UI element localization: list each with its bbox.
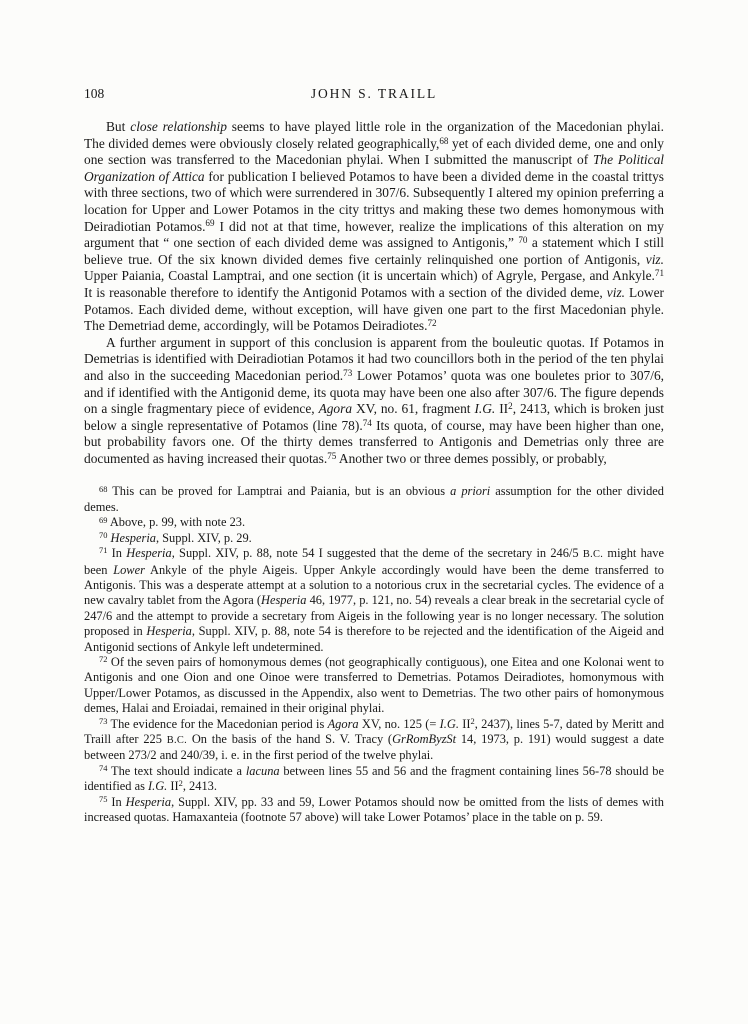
body-paragraph-2: A further argument in support of this conclusion is apparent from the bouleutic quotas. If Potamos in Demetrias is identified with Deiradiotian Potamos it had two councillors both in the period of the ten phylai and also in the succeeding Macedonian period.$^{73}$ Lower Potamos’ quota was one bouletes prior to 307/6, and if identified with the Antigonid deme, its quota may have been one also after 307/6. The figure depends on a single fragmentary piece of evidence, Agora XV, no. 61, fragment I.G. $II^2$, 2413, which is broken just below a single representative of Potamos (line 78).$^{74}$ Its quota, of course, may have been higher than one, but probability favors one. Of the thirty demes transferred to Antigonis and Demetrias only three are documented as having increased their quotas.$^{75}$ Another two or three demes possibly, or probably, [84, 334, 665, 466]
footnote-68: $^{68}$ This can be proved for Lamptrai and Paiania, but is an obvious a priori assumption for the other divided demes. [84, 483, 664, 514]
body-text [84, 119, 664, 467]
page-content [84, 86, 664, 825]
footnote-69: $^{69}$ Above, p. 99, with note 23. [99, 514, 246, 530]
footnote-75: $^{75}$ In Hesperia, Suppl. XIV, pp. 33 and 59, Lower Potamos should now be omitted from the lists of demes with increased quotas. Hamaxanteia (footnote 57 above) will take Lower Potamos’ place in the table on p. 59. [84, 793, 664, 824]
body-paragraph-1: But close relationship seems to have played little role in the organization of the Macedonian phylai. The divided demes were obviously closely related geographically,$^{68}$ yet of each divided deme, one and only one section was transferred to the Macedonian phylai. When I submitted the manuscript of The Political Organization of Attica for publication I believed Potamos to have been a divided deme in the coastal trittys with three sections, two of which were surrendered in 307/6. Subsequently I altered my opinion preferring a location for Upper and Lower Potamos in the city trittys and making these two demes homonymous with Deiradiotian Potamos.$^{69}$ I did not at that time, however, realize the implications of this alteration on my argument that “ one section of each divided deme was assigned to Antigonis,” $^{70}$ a statement which I still believe true. Of the six known divided demes five certainly relinquished one portion of Antigonis, viz. Upper Paiania, Coastal Lamptrai, and one section (it is uncertain which) of Agryle, Pergase, and Ankyle.$^{71}$ It is reasonable therefore to identify the Antigonid Potamos with a section of the divided deme, viz. Lower Potamos. Each divided deme, without exception, will have given one part to the first Macedonian phyle. The Demetriad deme, accordingly, will be Potamos Deiradiotes.$^{72}$ [84, 119, 664, 334]
footnote-70: $^{70}$ Hesperia, Suppl. XIV, p. 29. [99, 529, 252, 545]
footnote-73: $^{73}$ The evidence for the Macedonian period is Agora XV, no. 125 (= I.G. $II^2$, 2437), lines 5-7, dated by Meritt and Traill after 225 B.C. On the basis of the hand S. V. Tracy (GrRomByzSt 14, 1973, p. 191) would suggest a date between 273/2 and 240/39, i. e. in the first period of the twelve phylai. [84, 715, 665, 763]
footnotes-section [84, 484, 664, 825]
footnote-71: $^{71}$ In Hesperia, Suppl. XIV, p. 88, note 54 I suggested that the deme of the secretary in 246/5 B.C. might have been Lower Ankyle of the phyle Aigeis. Upper Ankyle accordingly would have been the deme transferred to Antigonis. This was a desperate attempt at a solution to a notorious crux in the secretarial cycles. The evidence of a new cavalry tablet from the Agora (Hesperia 46, 1977, p. 121, no. 54) reveals a clear break in the secretarial cycle of 247/6 and the attempt to provide a secretary from Aigeis in the following year is no longer necessary. The solution proposed in Hesperia, Suppl. XIV, p. 88, note 54 is therefore to be rejected and the identification of the Aigeid and Antigonid sections of Ankyle left undetermined. [84, 545, 664, 654]
running-header [84, 86, 664, 103]
page-number: 108 [84, 86, 105, 101]
footnote-74: $^{74}$ The text should indicate a lacuna between lines 55 and 56 and the fragment containing lines 56-78 should be identified as I.G. $II^2$, 2413. [84, 763, 664, 794]
footnote-72: $^{72}$ Of the seven pairs of homonymous demes (not geographically contiguous), one Eitea and one Kolonai went to Antigonis and one Oion and one Oinoe were transferred to Demetrias. Potamos Deiradiotes, homonymous with Upper/Lower Potamos, as discussed in the Appendix, also went to Demetrias. The two other pairs of homonymous demes, Halai and Eroiadai, remained in their original phylai. [84, 654, 664, 716]
running-header-title: JOHN S. TRAILL [310, 86, 438, 101]
